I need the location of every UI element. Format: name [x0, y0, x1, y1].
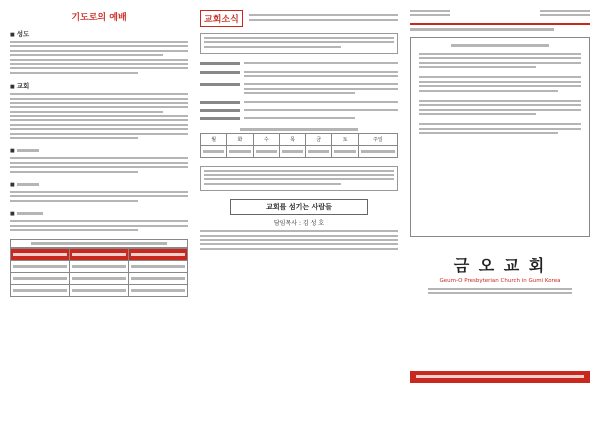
church-identity — [410, 253, 590, 294]
group-heading: ■ 성도 — [10, 29, 188, 38]
news-title: 교회소식 — [200, 10, 243, 27]
left-title: 기도로의 예배 — [71, 13, 127, 23]
prayer-group-2 — [10, 81, 188, 141]
staff-section — [200, 199, 398, 252]
table-row — [11, 261, 188, 273]
issue-header — [410, 10, 590, 19]
meditation-box — [410, 37, 590, 237]
prayer-group-1 — [10, 29, 188, 76]
right-column — [410, 10, 590, 415]
church-name-en: Geum-O Presbyterian Church in Gumi Korea — [439, 277, 561, 284]
table-row — [11, 285, 188, 297]
pastor-line: 담임목사 : 김 성 호 — [273, 220, 325, 228]
footer-banner — [410, 371, 590, 383]
ministry-table-caption — [10, 239, 188, 248]
ministry-table-header — [11, 249, 188, 261]
group-heading — [10, 180, 188, 188]
staff-title: 교회를 섬기는 사람들 — [230, 199, 369, 215]
table-row — [201, 145, 398, 157]
notice-box — [200, 166, 398, 192]
notice-list — [200, 62, 398, 122]
church-name: 금 오 교 회 — [453, 255, 547, 275]
left-column — [10, 10, 188, 415]
group-heading — [10, 146, 188, 154]
news-header — [200, 10, 398, 27]
ministry-table — [10, 239, 188, 297]
table-row — [11, 273, 188, 285]
theme-line — [410, 23, 590, 31]
prayer-group-4 — [10, 180, 188, 204]
prayer-group-5 — [10, 209, 188, 233]
group-heading: ■ 교회 — [10, 81, 188, 90]
group-heading — [10, 209, 188, 217]
schedule-table — [200, 128, 398, 158]
middle-column — [200, 10, 398, 415]
schedule-header-row: 월 화 수 목 금 토 주일 — [201, 133, 398, 145]
prayer-group-3 — [10, 146, 188, 175]
news-box — [200, 33, 398, 54]
